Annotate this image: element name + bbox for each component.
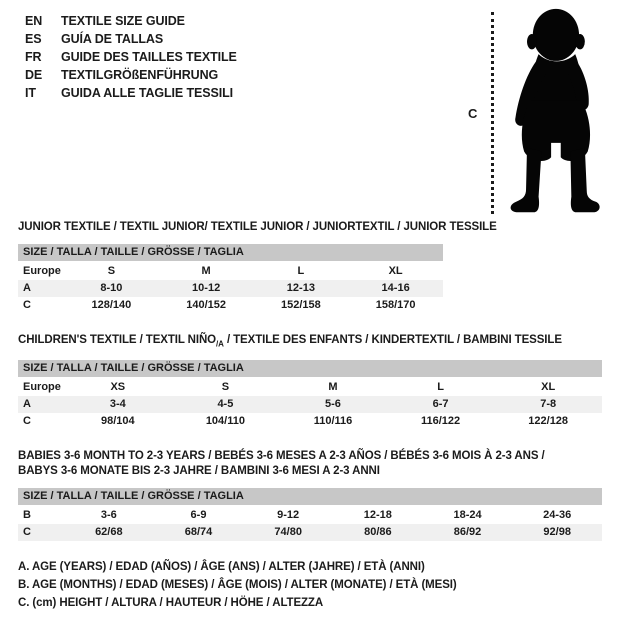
childrens-textile-section	[18, 333, 602, 430]
lang-code: IT	[25, 86, 36, 100]
table-cell: 152/158	[280, 299, 321, 311]
table-row-age-years	[18, 280, 443, 297]
row-label: C	[23, 299, 31, 311]
size-header-bar: SIZE / TALLA / TAILLE / GRÖSSE / TAGLIA	[18, 244, 443, 261]
table-row-age-months	[18, 507, 602, 524]
table-row-height-cm	[18, 297, 443, 314]
lang-row-it	[25, 84, 237, 102]
table-cell: 3-4	[109, 398, 126, 411]
legend-line-b: B. AGE (MONTHS) / EDAD (MESES) / ÂGE (MOIS) / ALTER (MONATE) / ETÀ (MESI)	[18, 579, 457, 592]
lang-title: TEXTILE SIZE GUIDE	[61, 14, 185, 28]
table-cell: 18-24	[453, 509, 482, 522]
table-cell: 5-6	[325, 398, 341, 411]
lang-row-de	[25, 66, 237, 84]
table-cell: S	[221, 381, 230, 394]
legend-line-a: A. AGE (YEARS) / EDAD (AÑOS) / ÂGE (ANS) / ALTER (JAHRE) / ETÀ (ANNI)	[18, 561, 425, 574]
toddler-silhouette-icon	[504, 6, 604, 218]
table-cell: XS	[110, 381, 126, 394]
table-row-europe	[18, 379, 602, 396]
table-cell: 98/104	[100, 415, 135, 428]
lang-title: GUÍA DE TALLAS	[61, 32, 164, 46]
height-dotted-line	[491, 12, 494, 214]
language-title-list	[25, 12, 237, 102]
table-cell: M	[201, 265, 211, 277]
table-cell: 122/128	[528, 415, 569, 428]
table-cell: 68/74	[184, 526, 213, 539]
lang-title: GUIDE DES TAILLES TEXTILE	[61, 50, 237, 64]
table-row-age-years	[18, 396, 602, 413]
lang-code: EN	[25, 14, 43, 28]
table-cell: 128/140	[91, 299, 132, 311]
table-cell: 6-9	[190, 509, 207, 522]
row-label: A	[23, 398, 31, 411]
table-cell: 80/86	[364, 526, 392, 539]
table-cell: 14-16	[381, 282, 410, 294]
table-cell: 24-36	[543, 509, 572, 522]
size-header-bar: SIZE / TALLA / TAILLE / GRÖSSE / TAGLIA	[18, 360, 602, 377]
childrens-size-table	[18, 360, 602, 430]
height-figure	[460, 6, 608, 218]
lang-row-en	[25, 12, 237, 30]
table-cell: S	[107, 265, 116, 277]
row-label: C	[23, 415, 31, 428]
table-cell: 158/170	[375, 299, 416, 311]
tables-area	[18, 220, 602, 612]
table-cell: XL	[541, 381, 556, 394]
row-label: C	[23, 526, 31, 539]
table-cell: 104/110	[205, 415, 245, 428]
table-cell: 74/80	[274, 526, 302, 539]
lang-title: TEXTILGRÖßENFÜHRUNG	[61, 68, 219, 82]
table-cell: 86/92	[453, 526, 482, 539]
table-row-height-cm	[18, 413, 602, 430]
row-label: Europe	[23, 265, 61, 277]
table-cell: 110/116	[313, 415, 353, 428]
babies-textile-section	[18, 449, 602, 541]
row-label: A	[23, 282, 31, 294]
measurement-legend	[18, 558, 602, 612]
table-cell: 140/152	[186, 299, 226, 311]
table-cell: L	[437, 381, 444, 394]
table-cell: 62/68	[95, 526, 123, 539]
table-cell: 4-5	[217, 398, 234, 411]
lang-code: FR	[25, 50, 42, 64]
junior-size-table	[18, 244, 443, 314]
row-label: Europe	[23, 381, 61, 394]
table-cell: 12-13	[286, 282, 315, 294]
title-text: / TEXTILE DES ENFANTS / KINDERTEXTIL / BAMBINI TESSILE	[223, 334, 562, 346]
table-cell: 3-6	[100, 509, 117, 522]
lang-row-fr	[25, 48, 237, 66]
table-cell: XL	[388, 265, 403, 277]
table-cell: 6-7	[432, 398, 449, 411]
legend-line-c: C. (cm) HEIGHT / ALTURA / HAUTEUR / HÖHE / ALTEZZA	[18, 597, 324, 610]
title-text: CHILDREN'S TEXTILE / TEXTIL NIÑO	[18, 334, 217, 346]
table-cell: 12-18	[363, 509, 392, 522]
table-cell: 8-10	[100, 282, 123, 294]
title-subscript: /A	[216, 339, 224, 349]
babies-size-table	[18, 488, 602, 541]
table-cell: M	[328, 381, 338, 394]
lang-row-es	[25, 30, 237, 48]
height-marker-label: C	[468, 106, 478, 121]
lang-code: ES	[25, 32, 42, 46]
table-cell: 7-8	[540, 398, 557, 411]
lang-title: GUIDA ALLE TAGLIE TESSILI	[61, 86, 234, 100]
table-row-height-cm	[18, 524, 602, 541]
table-cell: 92/98	[543, 526, 571, 539]
table-row-europe	[18, 263, 443, 280]
table-cell: 9-12	[277, 509, 300, 522]
babies-table-title-line2: BABYS 3-6 MONATE BIS 2-3 JAHRE / BAMBINI 3-6 MESI A 2-3 ANNI	[18, 465, 380, 478]
junior-table-title: JUNIOR TEXTILE / TEXTIL JUNIOR/ TEXTILE JUNIOR / JUNIORTEXTIL / JUNIOR TESSILE	[18, 221, 497, 233]
table-cell: 10-12	[192, 282, 221, 294]
lang-code: DE	[25, 68, 43, 82]
table-cell: L	[297, 265, 305, 277]
childrens-table-title	[18, 333, 602, 351]
size-header-bar: SIZE / TALLA / TAILLE / GRÖSSE / TAGLIA	[18, 488, 602, 505]
row-label: B	[23, 509, 31, 522]
table-cell: 116/122	[421, 415, 461, 428]
babies-table-title-line1: BABIES 3-6 MONTH TO 2-3 YEARS / BEBÉS 3-6 MESES A 2-3 AÑOS / BÉBÉS 3-6 MOIS À 2-3 ANS /	[18, 450, 545, 463]
junior-textile-section	[18, 220, 602, 314]
